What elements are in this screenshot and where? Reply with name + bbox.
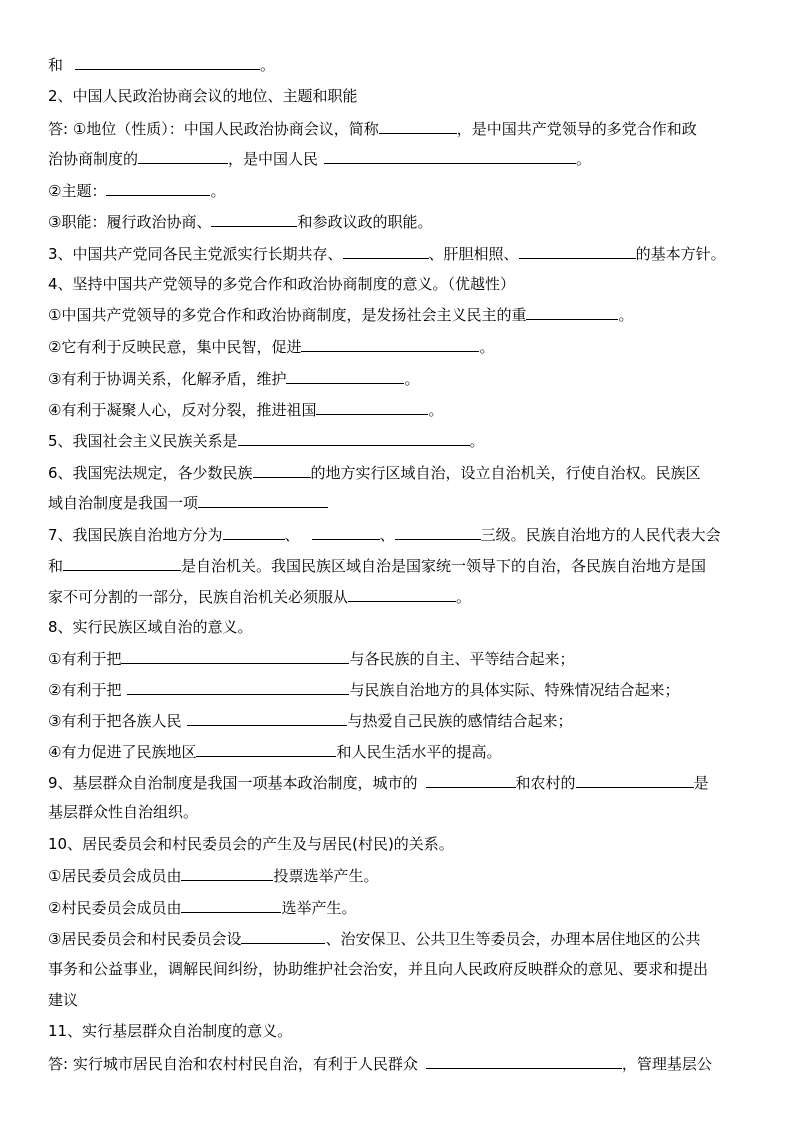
answer-blank[interactable] [106,180,210,196]
answer-blank[interactable] [181,897,281,913]
question-10-title: 10、居民委员会和村民委员会的产生及与居民(村民)的关系。 [48,835,454,853]
answer-blank[interactable] [379,118,457,134]
question-10-item-2: ②村民委员会成员由 选举产生。 [48,899,357,917]
line-intro: 和 。 [48,56,276,74]
question-7-line-3: 家不可分割的一部分，民族自治机关必须服从 。 [48,588,472,606]
answer-blank[interactable] [312,524,380,540]
answer-blank[interactable] [316,399,428,415]
question-8-item-4: ④有力促进了民族地区 和人民生活水平的提高。 [48,743,502,761]
answer-blank[interactable] [253,462,311,478]
answer-blank[interactable] [138,148,228,164]
question-10-item-3-line-3: 建议 [48,991,79,1009]
answer-blank[interactable] [127,679,349,695]
question-2-function: ③职能：履行政治协商、 和参政议政的职能。 [48,213,433,231]
question-3: 3、中国共产党同各民主党派实行长期共存、 、肝胆相照、 的基本方针。 [48,245,726,263]
answer-blank[interactable] [426,1053,622,1069]
answer-blank[interactable] [286,368,404,384]
question-6-line-1: 6、我国宪法规定，各少数民族 的地方实行区域自治，设立自治机关，行使自治权。民族区 [48,464,701,482]
answer-blank[interactable] [211,211,297,227]
question-5: 5、我国社会主义民族关系是 。 [48,432,485,450]
answer-blank[interactable] [519,243,636,259]
answer-blank[interactable] [241,928,325,944]
question-8-title: 8、实行民族区域自治的意义。 [48,618,253,636]
question-11-answer: 答: 实行城市居民自治和农村村民自治，有利于人民群众 ，管理基层公 [48,1055,712,1073]
question-10-item-1: ①居民委员会成员由 投票选举产生。 [48,867,379,885]
question-4-item-4: ④有利于凝聚人心，反对分裂，推进祖国 。 [48,401,444,419]
question-10-item-3-line-2: 事务和公益事业，调解民间纠纷，协助维护社会治安，并且向人民政府反映群众的意见、要求和提出 [48,960,709,978]
answer-blank[interactable] [426,772,516,788]
answer-blank[interactable] [301,336,479,352]
answer-blank[interactable] [187,710,347,726]
answer-blank[interactable] [121,648,349,664]
question-2-theme: ②主题： 。 [48,182,226,200]
question-4-item-3: ③有利于协调关系，化解矛盾，维护 。 [48,370,420,388]
answer-blank[interactable] [238,430,470,446]
question-8-item-3: ③有利于把各族人民 与热爱自己民族的感情结合起来； [48,712,573,730]
question-6-line-2: 域自治制度是我国一项 [48,492,328,512]
answer-blank[interactable] [198,492,328,508]
question-4-title: 4、坚持中国共产党领导的多党合作和政治协商制度的意义。（优越性） [48,275,516,293]
question-2-answer-line: 治协商制度的 ，是中国人民 。 [48,150,592,168]
question-2-title: 2、中国人民政治协商会议的地位、主题和职能 [48,87,358,105]
question-8-item-1: ①有利于把 与各民族的自主、平等结合起来； [48,650,575,668]
question-9-line-1: 9、基层群众自治制度是我国一项基本政治制度，城市的 和农村的 是 [48,774,709,792]
answer-blank[interactable] [63,555,181,571]
answer-blank[interactable] [395,524,481,540]
answer-blank[interactable] [181,865,273,881]
question-7-line-1: 7、我国民族自治地方分为 、 、 三级。民族自治地方的人民代表大会 [48,526,721,544]
answer-blank[interactable] [526,304,618,320]
answer-blank[interactable] [75,54,260,70]
question-8-item-2: ②有利于把 与民族自治地方的具体实际、特殊情况结合起来； [48,681,680,699]
question-7-line-2: 和 是自治机关。我国民族区域自治是国家统一领导下的自治，各民族自治地方是国 [48,557,707,575]
question-4-item-1: ①中国共产党领导的多党合作和政治协商制度，是发扬社会主义民主的重 。 [48,306,634,324]
question-11-title: 11、实行基层群众自治制度的意义。 [48,1022,293,1040]
question-9-line-2: 基层群众性自治组织。 [48,803,199,821]
answer-blank[interactable] [343,243,429,259]
question-4-item-2: ②它有利于反映民意，集中民智，促进 。 [48,338,495,356]
answer-blank[interactable] [576,772,694,788]
answer-blank[interactable] [223,524,285,540]
question-2-answer-line: 答: ①地位（性质）：中国人民政治协商会议，简称 ，是中国共产党领导的多党合作和政 [48,120,697,138]
answer-blank[interactable] [348,586,456,602]
answer-blank[interactable] [324,148,576,164]
question-10-item-3-line-1: ③居民委员会和村民委员会设 、治安保卫、公共卫生等委员会，办理本居住地区的公共 [48,930,701,948]
answer-blank[interactable] [196,741,336,757]
